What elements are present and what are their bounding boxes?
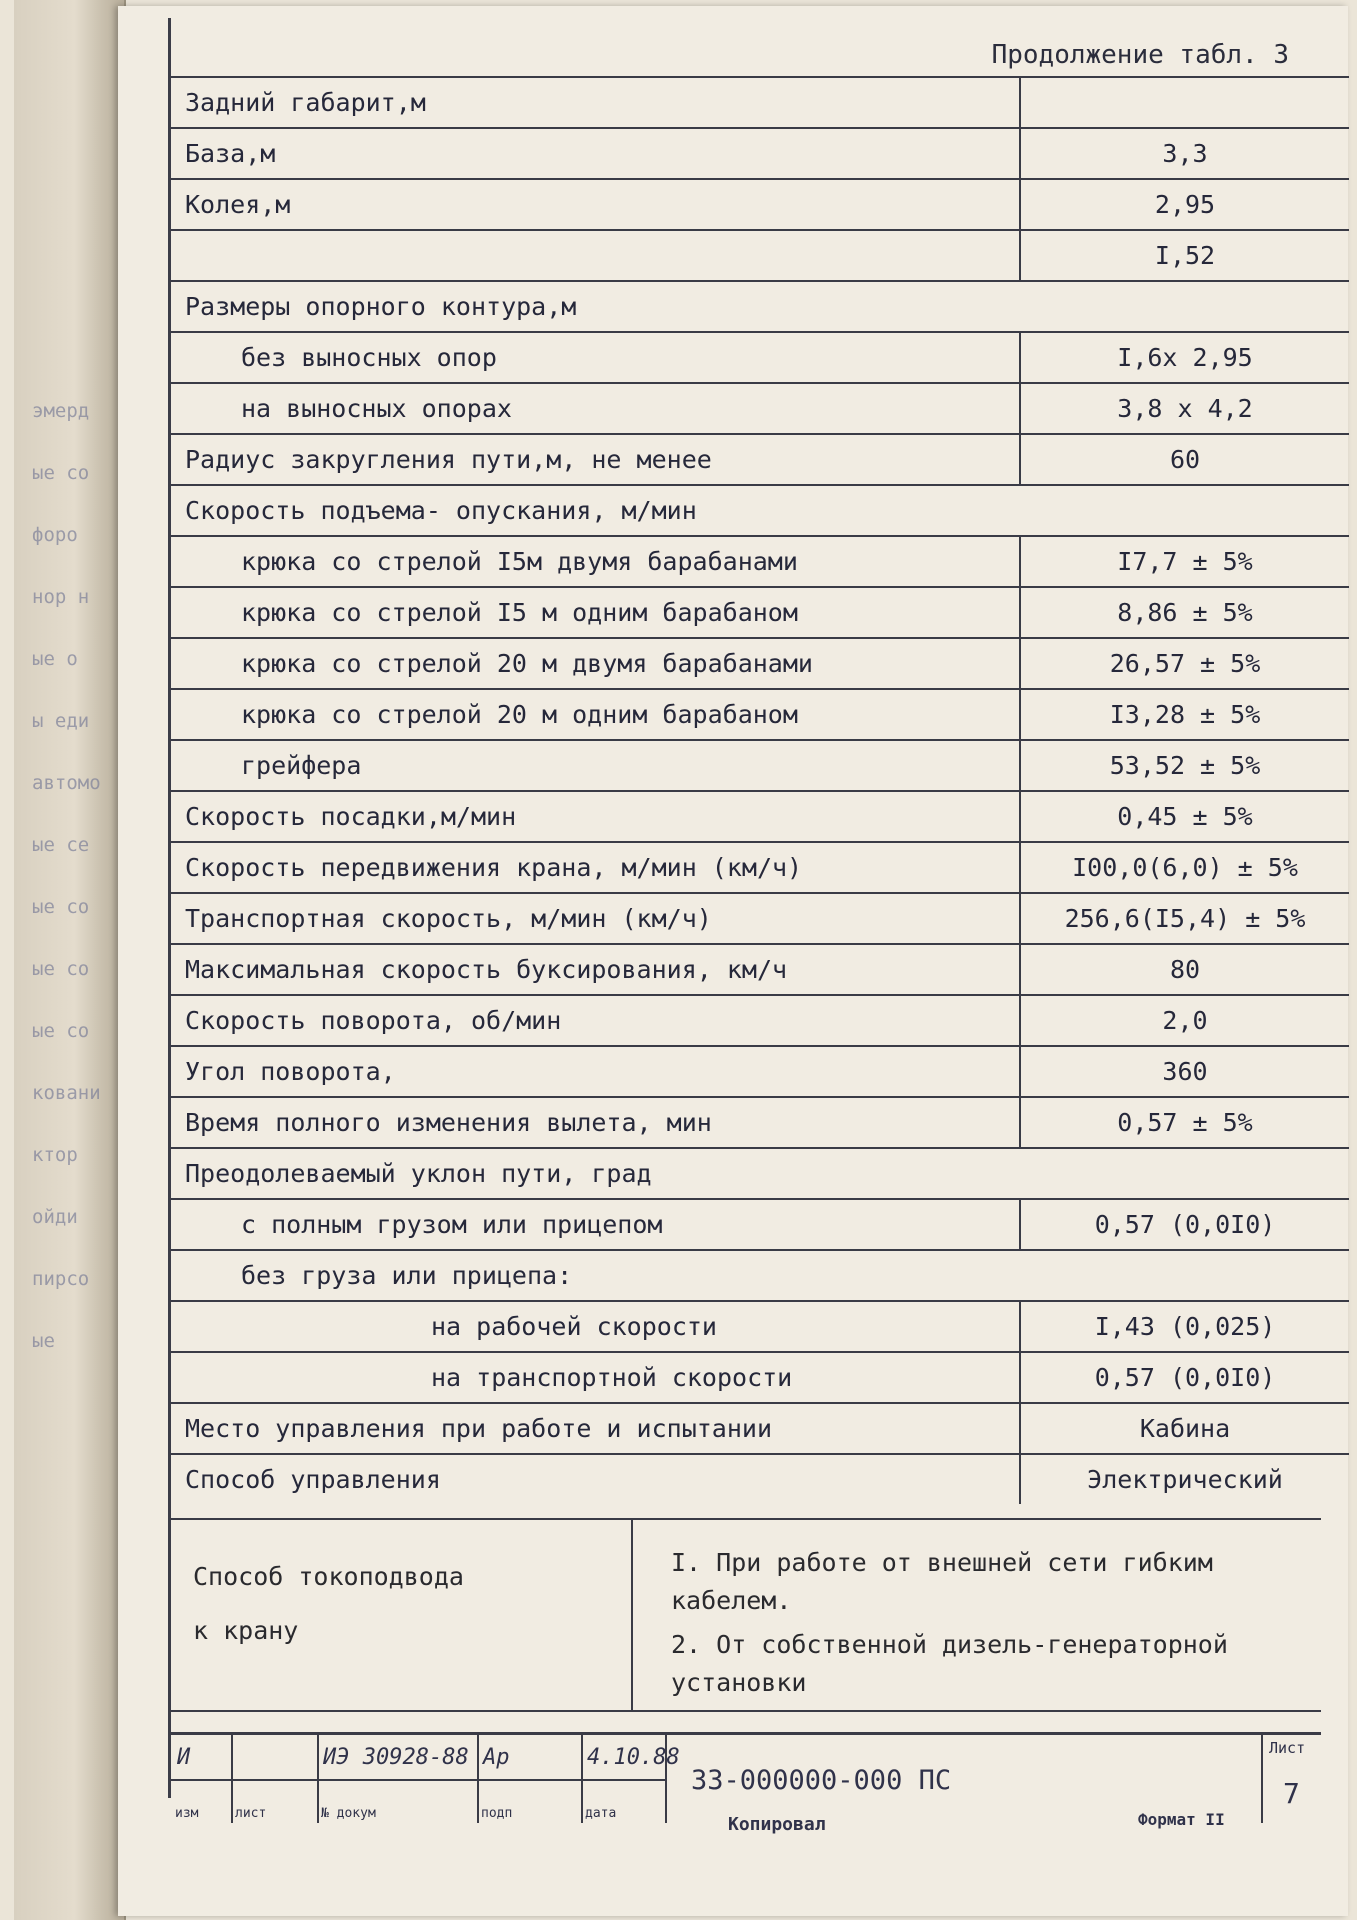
spec-row xyxy=(171,1454,1349,1504)
spec-value: 80 xyxy=(1020,944,1349,995)
tb-caption: изм xyxy=(175,1806,199,1821)
spec-value: 0,57 (0,0I0) xyxy=(1020,1199,1349,1250)
spec-value: 0,57 ± 5% xyxy=(1020,1097,1349,1148)
spec-row xyxy=(171,434,1349,485)
binding-fragment: ые со xyxy=(32,896,90,918)
spec-value: 3,3 xyxy=(1020,128,1349,179)
tb-caption: подп xyxy=(481,1806,513,1821)
binding-fragment: пирсо xyxy=(32,1268,90,1290)
spec-value: 256,6(I5,4) ± 5% xyxy=(1020,893,1349,944)
spec-value: 60 xyxy=(1020,434,1349,485)
tb-signature-cell xyxy=(477,1735,583,1823)
spec-label: Скорость передвижения крана, м/мин (км/ч) xyxy=(171,842,1020,893)
spec-value: 360 xyxy=(1020,1046,1349,1097)
spec-value: 8,86 ± 5% xyxy=(1020,587,1349,638)
spec-label: Место управления при работе и испытании xyxy=(171,1403,1020,1454)
spec-label: Скорость посадки,м/мин xyxy=(171,791,1020,842)
format-label: Формат II xyxy=(1138,1810,1225,1829)
binding-fragment: ктор xyxy=(32,1144,78,1166)
spec-row xyxy=(171,638,1349,689)
tb-docnum-cell xyxy=(317,1735,479,1823)
spec-label: Скорость поворота, об/мин xyxy=(171,995,1020,1046)
spec-label: грейфера xyxy=(171,740,1020,791)
sheet-number-box xyxy=(1261,1735,1321,1823)
spec-row xyxy=(171,995,1349,1046)
spec-label: без выносных опор xyxy=(171,332,1020,383)
spec-value: I00,0(6,0) ± 5% xyxy=(1020,842,1349,893)
previous-page-fragments xyxy=(32,380,118,1372)
spec-label: Размеры опорного контура,м xyxy=(171,281,1349,332)
spec-value: 53,52 ± 5% xyxy=(1020,740,1349,791)
spec-row xyxy=(171,128,1349,179)
spec-value: 26,57 ± 5% xyxy=(1020,638,1349,689)
spec-label: Колея,м xyxy=(171,179,1020,230)
supply-label-line: Способ токоподвода xyxy=(193,1562,464,1591)
spec-label xyxy=(171,230,1020,281)
spec-label: крюка со стрелой I5м двумя барабанами xyxy=(171,536,1020,587)
current-supply-label xyxy=(193,1550,593,1658)
binding-fragment: ые xyxy=(32,1330,55,1352)
spec-value: 0,57 (0,0I0) xyxy=(1020,1352,1349,1403)
spec-label: без груза или прицепа: xyxy=(171,1250,1349,1301)
binding-fragment: ые со xyxy=(32,958,90,980)
spec-label: на выносных опорах xyxy=(171,383,1020,434)
spec-row xyxy=(171,1250,1349,1301)
tb-change-cell xyxy=(171,1735,233,1823)
spec-label: с полным грузом или прицепом xyxy=(171,1199,1020,1250)
spec-label: Угол поворота, xyxy=(171,1046,1020,1097)
tb-signature: Ар xyxy=(483,1745,510,1770)
spec-value: 2,0 xyxy=(1020,995,1349,1046)
spec-value: 2,95 xyxy=(1020,179,1349,230)
tb-sheet-cell xyxy=(231,1735,319,1823)
tb-date: 4.10.88 xyxy=(587,1745,680,1770)
supply-item: 2. От собственной дизель-генераторной установки xyxy=(671,1630,1228,1697)
spec-row xyxy=(171,791,1349,842)
current-supply-list xyxy=(671,1544,1311,1708)
binding-fragment: ые се xyxy=(32,834,90,856)
spec-value: 0,45 ± 5% xyxy=(1020,791,1349,842)
spec-value: I,43 (0,025) xyxy=(1020,1301,1349,1352)
document-sheet xyxy=(118,6,1348,1916)
spec-label: крюка со стрелой I5 м одним барабаном xyxy=(171,587,1020,638)
sheet-number: 7 xyxy=(1283,1777,1300,1810)
spec-value: I3,28 ± 5% xyxy=(1020,689,1349,740)
spec-label: Способ управления xyxy=(171,1454,1020,1504)
spec-label: Транспортная скорость, м/мин (км/ч) xyxy=(171,893,1020,944)
spec-row xyxy=(171,230,1349,281)
spec-label: База,м xyxy=(171,128,1020,179)
binding-strip xyxy=(14,0,126,1920)
spec-value: Электрический xyxy=(1020,1454,1349,1504)
spec-row xyxy=(171,485,1349,536)
spec-row xyxy=(171,740,1349,791)
spec-row xyxy=(171,77,1349,128)
spec-row xyxy=(171,842,1349,893)
spec-row xyxy=(171,944,1349,995)
spec-value: I,6х 2,95 xyxy=(1020,332,1349,383)
spec-value: Кабина xyxy=(1020,1403,1349,1454)
spec-row xyxy=(171,1199,1349,1250)
spec-label: Время полного изменения вылета, мин xyxy=(171,1097,1020,1148)
spec-row xyxy=(171,332,1349,383)
spec-label: на транспортной скорости xyxy=(171,1352,1020,1403)
spec-row xyxy=(171,1097,1349,1148)
spec-label: крюка со стрелой 20 м двумя барабанами xyxy=(171,638,1020,689)
spec-row xyxy=(171,1046,1349,1097)
spec-label: Скорость подъема- опускания, м/мин xyxy=(171,485,1349,536)
supply-item: I. При работе от внешней сети гибким кабелем. xyxy=(671,1548,1213,1615)
binding-fragment: форо xyxy=(32,524,78,546)
binding-fragment: ковани xyxy=(32,1082,101,1104)
spec-row xyxy=(171,587,1349,638)
binding-fragment: ые о xyxy=(32,648,78,670)
binding-fragment: нор н xyxy=(32,586,90,608)
spec-row xyxy=(171,536,1349,587)
spec-label: Задний габарит,м xyxy=(171,77,1020,128)
spec-value: 3,8 х 4,2 xyxy=(1020,383,1349,434)
spec-label: Преодолеваемый уклон пути, град xyxy=(171,1148,1349,1199)
binding-fragment: ые со xyxy=(32,1020,90,1042)
spec-label: на рабочей скорости xyxy=(171,1301,1020,1352)
spec-row xyxy=(171,893,1349,944)
tb-caption: дата xyxy=(585,1806,617,1821)
spec-row xyxy=(171,1148,1349,1199)
spec-value xyxy=(1020,77,1349,128)
spec-value: I,52 xyxy=(1020,230,1349,281)
binding-fragment: ые со xyxy=(32,462,90,484)
tb-change: И xyxy=(177,1745,191,1770)
current-supply-block xyxy=(171,1518,1321,1712)
document-code: 33-000000-000 ПС xyxy=(691,1765,952,1796)
column-divider xyxy=(631,1520,633,1710)
spec-row xyxy=(171,1403,1349,1454)
spec-row xyxy=(171,1301,1349,1352)
spec-value: I7,7 ± 5% xyxy=(1020,536,1349,587)
spec-row xyxy=(171,1352,1349,1403)
continuation-header: Продолжение табл. 3 xyxy=(991,40,1289,70)
binding-fragment: автомо xyxy=(32,772,101,794)
spec-row xyxy=(171,383,1349,434)
spec-label: Максимальная скорость буксирования, км/ч xyxy=(171,944,1020,995)
tb-doc-number: ИЭ 30928-88 xyxy=(323,1745,469,1770)
tb-caption: лист xyxy=(235,1806,267,1821)
binding-fragment: ойди xyxy=(32,1206,78,1228)
spec-row xyxy=(171,689,1349,740)
spec-label: Радиус закругления пути,м, не менее xyxy=(171,434,1020,485)
sheet-label: Лист xyxy=(1269,1739,1306,1757)
spec-table xyxy=(171,76,1349,1504)
tb-caption: № докум xyxy=(321,1806,376,1821)
tb-date-cell xyxy=(581,1735,680,1823)
spec-label: крюка со стрелой 20 м одним барабаном xyxy=(171,689,1020,740)
spec-row xyxy=(171,281,1349,332)
copied-by: Копировал xyxy=(728,1814,826,1835)
binding-fragment: ы еди xyxy=(32,710,90,732)
supply-label-line: к крану xyxy=(193,1616,299,1645)
spec-row xyxy=(171,179,1349,230)
binding-fragment: эмерд xyxy=(32,400,90,422)
